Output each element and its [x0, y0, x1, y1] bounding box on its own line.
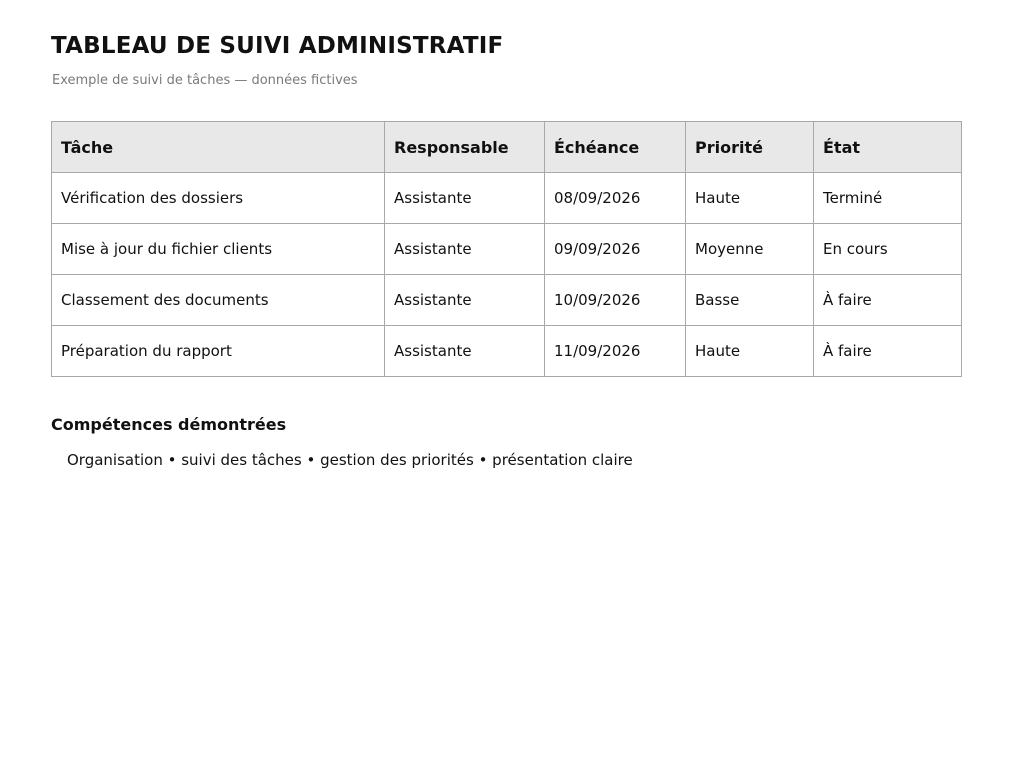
- column-header-owner: Responsable: [385, 122, 545, 173]
- cell-priority: Haute: [686, 173, 814, 224]
- table-row: [52, 224, 962, 275]
- task-table: [51, 121, 962, 377]
- column-header-priority: Priorité: [686, 122, 814, 173]
- cell-due-date: 08/09/2026: [545, 173, 686, 224]
- skills-heading: Compétences démontrées: [51, 415, 287, 434]
- cell-due-date: 10/09/2026: [545, 275, 686, 326]
- cell-owner: Assistante: [385, 173, 545, 224]
- cell-task: Vérification des dossiers: [52, 173, 385, 224]
- cell-status: En cours: [814, 224, 962, 275]
- cell-status: À faire: [814, 326, 962, 377]
- cell-task: Préparation du rapport: [52, 326, 385, 377]
- cell-status: À faire: [814, 275, 962, 326]
- cell-priority: Moyenne: [686, 224, 814, 275]
- table-row: [52, 275, 962, 326]
- table-row: [52, 173, 962, 224]
- page-subtitle: Exemple de suivi de tâches — données fictives: [52, 73, 358, 88]
- column-header-status: État: [814, 122, 962, 173]
- cell-owner: Assistante: [385, 275, 545, 326]
- cell-priority: Basse: [686, 275, 814, 326]
- cell-owner: Assistante: [385, 326, 545, 377]
- skills-list: Organisation • suivi des tâches • gestion des priorités • présentation claire: [67, 451, 633, 469]
- cell-owner: Assistante: [385, 224, 545, 275]
- cell-status: Terminé: [814, 173, 962, 224]
- table-row: [52, 326, 962, 377]
- column-header-task: Tâche: [52, 122, 385, 173]
- table-header-row: [52, 122, 962, 173]
- cell-task: Mise à jour du fichier clients: [52, 224, 385, 275]
- cell-task: Classement des documents: [52, 275, 385, 326]
- cell-due-date: 09/09/2026: [545, 224, 686, 275]
- page-title: TABLEAU DE SUIVI ADMINISTRATIF: [51, 33, 504, 59]
- column-header-due-date: Échéance: [545, 122, 686, 173]
- cell-due-date: 11/09/2026: [545, 326, 686, 377]
- cell-priority: Haute: [686, 326, 814, 377]
